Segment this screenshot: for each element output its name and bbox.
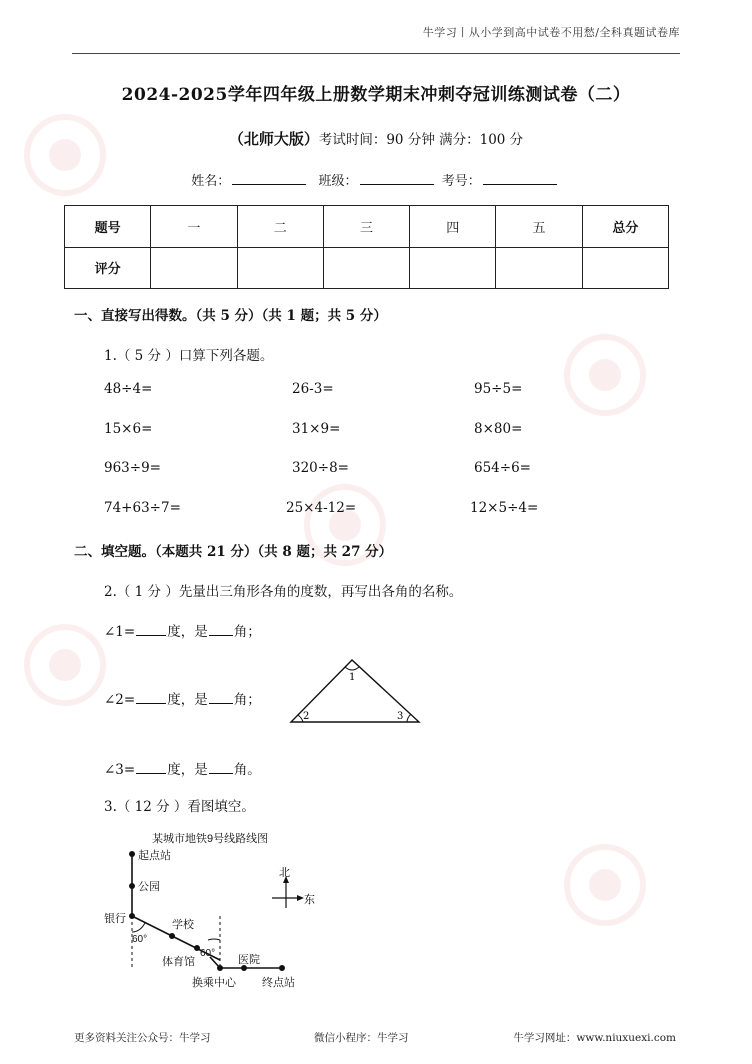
angle3-type-blank[interactable]	[209, 761, 233, 774]
stop-label: 体育馆	[162, 956, 195, 968]
name-field[interactable]	[232, 172, 306, 185]
angle1-end: 角；	[233, 624, 261, 640]
angle3-end: 角。	[233, 762, 261, 778]
angle2-degree-blank[interactable]	[136, 691, 166, 704]
triangle-label: 3	[397, 711, 404, 722]
compass-north: 北	[279, 867, 290, 879]
footer-website-link[interactable]: 牛学习网址：www.niuxuexi.com	[513, 1032, 676, 1044]
exam-meta: 考试时间：90 分钟 满分：100 分	[318, 132, 524, 148]
compass-icon	[268, 862, 318, 912]
score-cell[interactable]	[582, 247, 668, 289]
stop-label: 学校	[172, 919, 194, 931]
calc-item: 31×9=	[292, 421, 341, 437]
score-header-cell: 三	[323, 206, 409, 248]
section1-heading: 一、直接写出得数。（共 5 分）（共 1 题；共 5 分）	[74, 308, 387, 324]
calc-item: 25×4-12=	[286, 500, 357, 516]
triangle-label: 2	[303, 711, 310, 722]
angle-arc	[132, 923, 145, 932]
page-subtitle	[0, 128, 752, 149]
stop-dot	[129, 883, 135, 889]
angle-label: 60°	[200, 948, 216, 959]
score-cell[interactable]	[410, 247, 496, 289]
footer-middle: 微信小程序：牛学习	[314, 1032, 409, 1044]
score-row-label: 评分	[65, 247, 151, 289]
angle3-arc	[407, 714, 411, 722]
calc-item: 12×5÷4=	[470, 500, 539, 516]
angle3-line	[104, 758, 261, 778]
stop-label: 换乘中心	[192, 977, 236, 989]
stop-label: 起点站	[138, 850, 171, 862]
calc-item: 654÷6=	[474, 460, 531, 476]
score-cell[interactable]	[237, 247, 323, 289]
stop-dot	[217, 965, 223, 971]
calc-item: 320÷8=	[292, 460, 349, 476]
header-tagline: 牛学习丨从小学到高中试卷不用愁/全科真题试卷库	[422, 26, 680, 39]
score-header-cell: 题号	[65, 206, 151, 248]
angle2-end: 角；	[233, 692, 261, 708]
id-label: 考号：	[441, 174, 481, 189]
section2-heading: 二、填空题。（本题共 21 分）（共 8 题；共 27 分）	[74, 544, 393, 560]
calc-item: 95÷5=	[474, 381, 523, 397]
id-field[interactable]	[483, 172, 557, 185]
calc-item: 48÷4=	[104, 381, 153, 397]
stop-dot	[279, 965, 285, 971]
score-table-score-row	[65, 247, 669, 289]
calc-item: 8×80=	[474, 421, 523, 437]
angle1-type-blank[interactable]	[209, 623, 233, 636]
student-info	[0, 170, 752, 189]
angle1-arc	[345, 667, 359, 670]
angle2-line	[104, 688, 261, 708]
footer-left: 更多资料关注公众号：牛学习	[74, 1032, 211, 1044]
watermark-logo-icon	[560, 840, 650, 930]
stop-dot	[169, 933, 175, 939]
watermark-logo-icon	[20, 620, 110, 710]
angle3-degree-blank[interactable]	[136, 761, 166, 774]
angle2-mid: 度，是	[167, 692, 208, 708]
page-title: 2024-2025学年四年级上册数学期末冲刺夺冠训练测试卷（二）	[121, 85, 631, 105]
name-label: 姓名：	[191, 174, 231, 189]
header-divider	[72, 53, 680, 54]
map-title: 某城市地铁9号线路线图	[152, 833, 269, 845]
angle2-type-blank[interactable]	[209, 691, 233, 704]
angle2-label: ∠2=	[104, 692, 136, 708]
question-1: 1.（ 5 分 ）口算下列各题。	[104, 348, 274, 364]
calc-item: 963÷9=	[104, 460, 161, 476]
calc-item: 74+63÷7=	[104, 500, 181, 516]
stop-dot	[129, 851, 135, 857]
angle3-label: ∠3=	[104, 762, 136, 778]
class-label: 班级：	[318, 174, 358, 189]
score-cell[interactable]	[151, 247, 237, 289]
angle1-mid: 度，是	[167, 624, 208, 640]
question-2: 2.（ 1 分 ）先量出三角形各角的度数，再写出各角的名称。	[104, 584, 463, 600]
stop-label: 医院	[238, 954, 260, 966]
score-table	[64, 205, 669, 289]
score-header-cell: 五	[496, 206, 582, 248]
score-header-cell: 二	[237, 206, 323, 248]
stop-dot	[129, 913, 135, 919]
calc-item: 26-3=	[292, 381, 334, 397]
angle1-label: ∠1=	[104, 624, 136, 640]
watermark-logo-icon	[560, 330, 650, 420]
score-cell[interactable]	[323, 247, 409, 289]
score-header-cell: 一	[151, 206, 237, 248]
calc-item: 15×6=	[104, 421, 153, 437]
class-field[interactable]	[360, 172, 434, 185]
angle1-degree-blank[interactable]	[136, 623, 166, 636]
stop-label: 银行	[104, 913, 126, 925]
triangle-figure	[285, 655, 425, 727]
score-header-cell: 总分	[582, 206, 668, 248]
angle-label: 60°	[132, 934, 148, 945]
question-3: 3.（ 12 分 ）看图填空。	[104, 799, 255, 815]
triangle-label: 1	[349, 672, 356, 683]
angle-arc	[208, 939, 220, 940]
stop-label: 终点站	[262, 977, 295, 989]
edition-label: （北师大版）	[228, 130, 319, 148]
angle3-mid: 度，是	[167, 762, 208, 778]
angle1-line	[104, 620, 261, 640]
score-table-header-row	[65, 206, 669, 248]
score-cell[interactable]	[496, 247, 582, 289]
stop-label: 公园	[138, 881, 160, 893]
score-header-cell: 四	[410, 206, 496, 248]
compass-east: 东	[304, 894, 315, 906]
